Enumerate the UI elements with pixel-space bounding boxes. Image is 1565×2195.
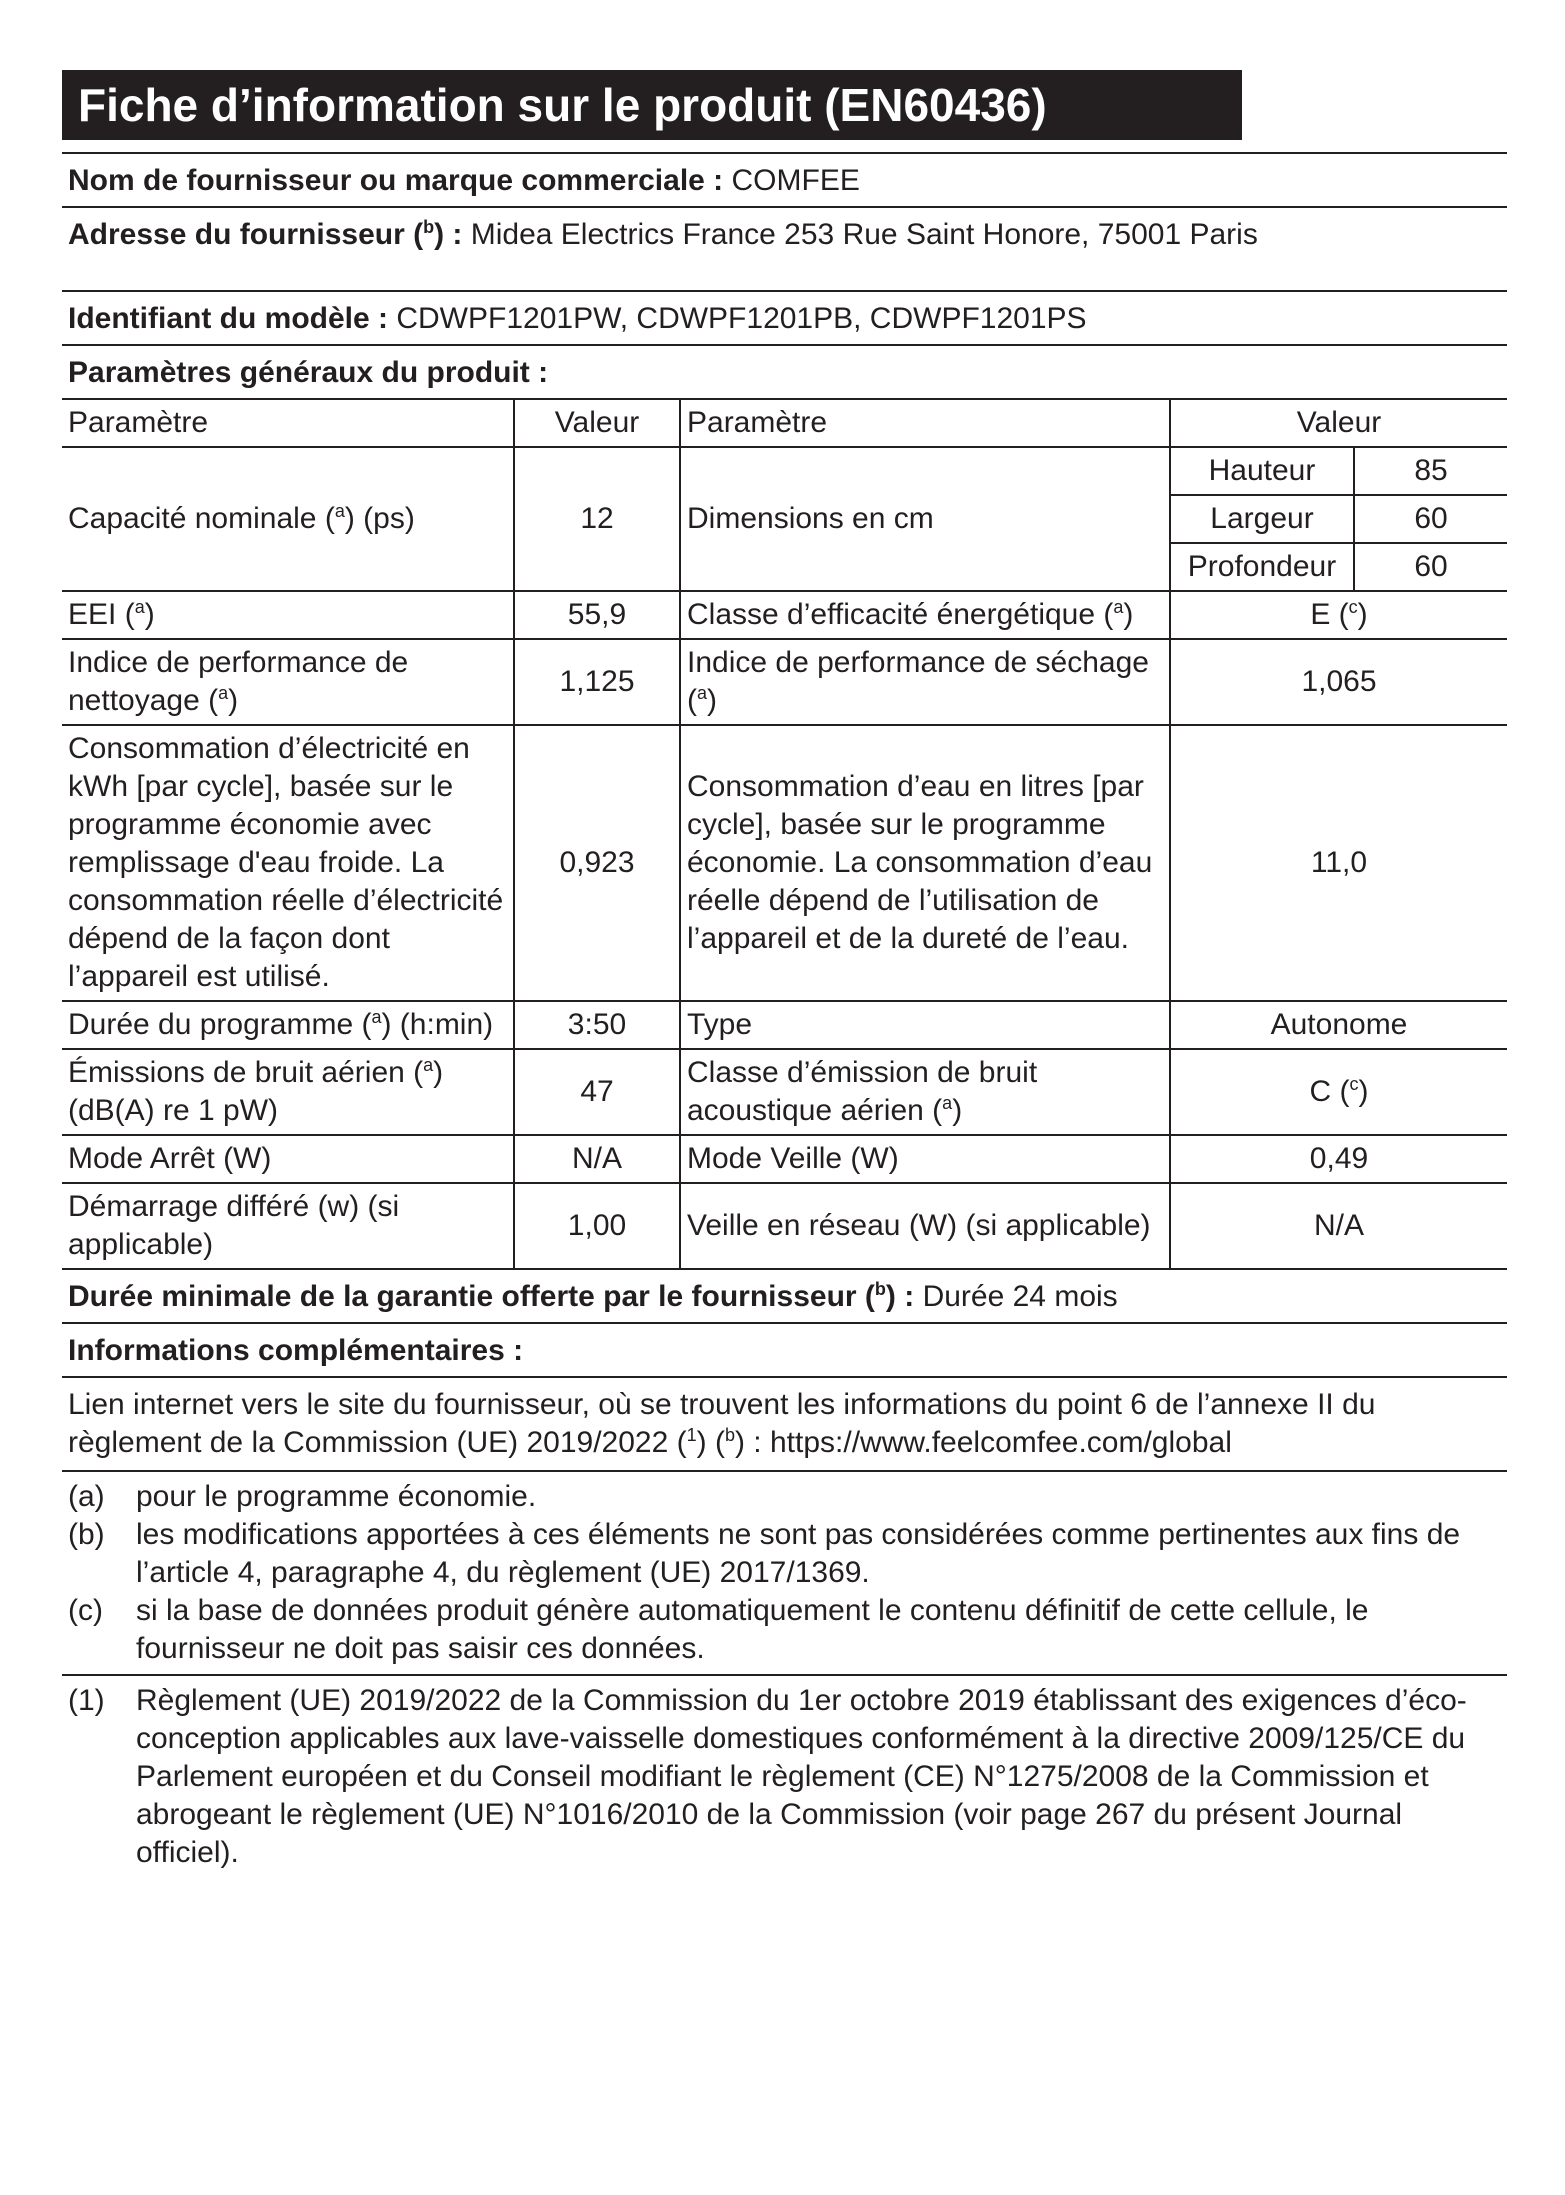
warranty-value: Durée 24 mois (922, 1280, 1118, 1313)
delay-start-value: 1,00 (514, 1183, 680, 1269)
supplier-address-label: Adresse du fournisseur ($^b$) : (68, 217, 463, 251)
footnote-text: Règlement (UE) 2019/2022 de la Commission du 1er octobre 2019 établissant des exigences d’éco-conception applicables aux lave-vaisselle domestiques conformément à la directive 2009/125/CE du Parlement européen et du Conseil modifiant le règlement (CE) N°1275/2008 de la Commission et abrogeant le règlement (UE) N°1016/2010 de la Commission (voir page 267 du présent Journal officiel). (136, 1684, 1467, 1869)
header-param-1: Paramètre (62, 399, 514, 447)
capacity-value: 12 (514, 447, 680, 591)
list-item (68, 1682, 1501, 1872)
energy-class-label: Classe d’efficacité énergétique ($^a$) (680, 591, 1170, 639)
noise-class-label: Classe d’émission de bruit acoustique aérien ($^a$) (680, 1049, 1170, 1135)
general-params-heading: Paramètres généraux du produit : (62, 344, 1507, 398)
width-label: Largeur (1170, 495, 1354, 543)
supplier-link-text: Lien internet vers le site du fournisseur, où se trouvent les informations du point 6 de l’annexe II du règlement de la Commission (UE) 2019/2022 ($^1$) ($^b$) : https://www.feelcomfee.com/global (62, 1376, 1507, 1470)
header-value-1: Valeur (514, 399, 680, 447)
list-item (68, 1592, 1501, 1668)
header-value-2: Valeur (1170, 399, 1507, 447)
warranty-line (62, 1270, 1507, 1322)
water-value: 11,0 (1170, 725, 1507, 1001)
table-row (62, 1183, 1507, 1269)
delay-start-label: Démarrage différé (w) (si applicable) (62, 1183, 514, 1269)
table-header-row (62, 399, 1507, 447)
table-row (62, 591, 1507, 639)
table-row (62, 447, 1507, 495)
note-text: si la base de données produit génère automatiquement le contenu définitif de cette cellule, le fournisseur ne doit pas saisir ces données. (136, 1594, 1369, 1665)
depth-value: 60 (1354, 543, 1507, 591)
note-key: (a) (68, 1480, 105, 1513)
warranty-label: Durée minimale de la garantie offerte par le fournisseur ($^b$) : (68, 1279, 915, 1313)
note-key: (c) (68, 1594, 103, 1627)
notes-list (62, 1470, 1507, 1674)
model-label: Identifiant du modèle : (68, 302, 388, 335)
footnote (62, 1674, 1507, 1878)
network-standby-value: N/A (1170, 1183, 1507, 1269)
cleaning-label: Indice de performance de nettoyage ($^a$) (62, 639, 514, 725)
note-text: pour le programme économie. (136, 1480, 537, 1513)
noise-value: 47 (514, 1049, 680, 1135)
table-row (62, 1135, 1507, 1183)
table-row (62, 1049, 1507, 1135)
drying-label: Indice de performance de séchage ($^a$) (680, 639, 1170, 725)
capacity-label: Capacité nominale ($^a$) (ps) (62, 447, 514, 591)
water-label: Consommation d’eau en litres [par cycle], basée sur le programme économie. La consommation d’eau réelle dépend de l’utilisation de l’appareil et de la dureté de l’eau. (680, 725, 1170, 1001)
header-param-2: Paramètre (680, 399, 1170, 447)
width-value: 60 (1354, 495, 1507, 543)
height-label: Hauteur (1170, 447, 1354, 495)
standby-label: Mode Veille (W) (680, 1135, 1170, 1183)
off-mode-label: Mode Arrêt (W) (62, 1135, 514, 1183)
table-row (62, 1001, 1507, 1049)
drying-value: 1,065 (1170, 639, 1507, 725)
parameters-table (62, 398, 1507, 1270)
supplier-address-line (62, 206, 1507, 260)
note-key: (b) (68, 1518, 105, 1551)
height-value: 85 (1354, 447, 1507, 495)
eei-value: 55,9 (514, 591, 680, 639)
noise-label: Émissions de bruit aérien ($^a$) (dB(A) re 1 pW) (62, 1049, 514, 1135)
supplier-name-label: Nom de fournisseur ou marque commerciale : (68, 164, 724, 197)
table-row (62, 639, 1507, 725)
network-standby-label: Veille en réseau (W) (si applicable) (680, 1183, 1170, 1269)
supplier-name-value: COMFEE (731, 164, 860, 197)
noise-class-value: C ($^c$) (1170, 1049, 1507, 1135)
electricity-value: 0,923 (514, 725, 680, 1001)
supplier-address-value: Midea Electrics France 253 Rue Saint Honore, 75001 Paris (470, 218, 1258, 251)
electricity-label: Consommation d’électricité en kWh [par cycle], basée sur le programme économie avec remplissage d'eau froide. La consommation réelle d’électricité dépend de la façon dont l’appareil est utilisé. (62, 725, 514, 1001)
supplier-name-line (62, 152, 1507, 206)
dimensions-label: Dimensions en cm (680, 447, 1170, 591)
eei-label: EEI ($^a$) (62, 591, 514, 639)
list-item (68, 1516, 1501, 1592)
list-item (68, 1478, 1501, 1516)
off-mode-value: N/A (514, 1135, 680, 1183)
type-value: Autonome (1170, 1001, 1507, 1049)
duration-label: Durée du programme ($^a$) (h:min) (62, 1001, 514, 1049)
model-value: CDWPF1201PW, CDWPF1201PB, CDWPF1201PS (396, 302, 1087, 335)
additional-info-heading: Informations complémentaires : (62, 1322, 1507, 1376)
energy-class-value: E ($^c$) (1170, 591, 1507, 639)
page-title: Fiche d’information sur le produit (EN60436) (62, 70, 1242, 140)
type-label: Type (680, 1001, 1170, 1049)
cleaning-value: 1,125 (514, 639, 680, 725)
product-sheet (62, 70, 1507, 1878)
duration-value: 3:50 (514, 1001, 680, 1049)
table-row (62, 725, 1507, 1001)
model-line (62, 290, 1507, 344)
depth-label: Profondeur (1170, 543, 1354, 591)
standby-value: 0,49 (1170, 1135, 1507, 1183)
note-text: les modifications apportées à ces éléments ne sont pas considérées comme pertinentes aux fins de l’article 4, paragraphe 4, du règlement (UE) 2017/1369. (136, 1518, 1461, 1589)
footnote-key: (1) (68, 1684, 105, 1717)
